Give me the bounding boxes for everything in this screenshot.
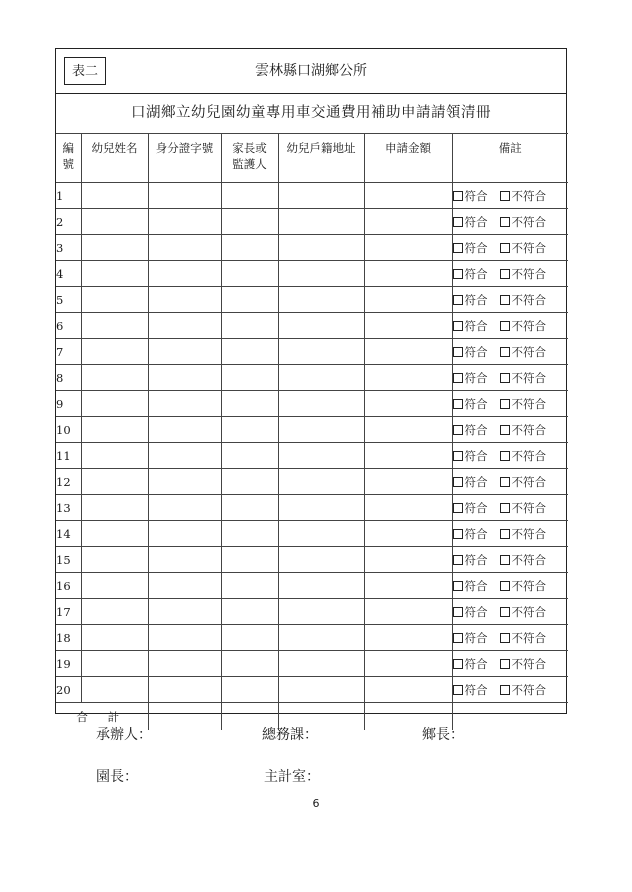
col-address-cell[interactable] [278,469,364,495]
remarks-cell [452,209,568,235]
ineligible-checkbox[interactable] [500,451,510,461]
total-col-remarks-cell [452,703,568,731]
ineligible-checkbox[interactable] [500,295,510,305]
ineligible-label: 不符合 [511,318,546,333]
ineligible-label: 不符合 [511,630,546,645]
row-number: 17 [56,599,81,625]
total-label: 合 計 [56,703,148,731]
ineligible-checkbox[interactable] [500,581,510,591]
header-row [56,49,566,94]
col-address-cell[interactable] [278,313,364,339]
kindergarten-head-label: 園長： [96,769,138,785]
row-number: 9 [56,391,81,417]
col-id-number-cell[interactable] [148,365,221,391]
office-name: 雲林縣口湖鄉公所 [255,63,367,79]
eligible-checkbox[interactable] [453,581,463,591]
col-amount-header: 申請金額 [364,134,452,183]
row-number: 4 [56,261,81,287]
accounting-label: 主計室： [264,769,320,785]
table-row [56,313,568,339]
col-id-number-cell[interactable] [148,573,221,599]
row-number: 10 [56,417,81,443]
col-address-cell[interactable] [278,235,364,261]
eligible-label: 符合 [464,422,488,437]
eligible-label: 符合 [464,370,488,385]
col-guardian-cell[interactable] [221,313,278,339]
col-id-number-cell[interactable] [148,261,221,287]
col-amount-cell[interactable] [364,235,452,261]
table-row [56,287,568,313]
eligible-label: 符合 [464,656,488,671]
row-number: 7 [56,339,81,365]
col-id-number-cell[interactable] [148,599,221,625]
eligible-checkbox[interactable] [453,295,463,305]
table-row [56,183,568,209]
eligible-label: 符合 [464,344,488,359]
table-row [56,235,568,261]
form-tag: 表二 [64,57,106,85]
col-guardian-cell[interactable] [221,625,278,651]
table-row [56,469,568,495]
table-row [56,599,568,625]
row-number: 12 [56,469,81,495]
col-child-name-cell[interactable] [81,209,148,235]
col-address-cell[interactable] [278,391,364,417]
col-amount-cell[interactable] [364,573,452,599]
ineligible-label: 不符合 [511,396,546,411]
col-address-cell[interactable] [278,209,364,235]
eligible-label: 符合 [464,552,488,567]
col-child-name-cell[interactable] [81,287,148,313]
eligible-checkbox[interactable] [453,425,463,435]
row-number: 20 [56,677,81,703]
ineligible-label: 不符合 [511,552,546,567]
col-amount-cell[interactable] [364,677,452,703]
col-address-cell[interactable] [278,365,364,391]
remarks-cell [452,339,568,365]
col-child-name-cell[interactable] [81,443,148,469]
col-child-name-cell[interactable] [81,625,148,651]
col-guardian-cell[interactable] [221,495,278,521]
col-guardian-cell[interactable] [221,547,278,573]
col-child-name-cell[interactable] [81,677,148,703]
row-number: 3 [56,235,81,261]
eligible-label: 符合 [464,500,488,515]
col-amount-cell[interactable] [364,391,452,417]
remarks-cell [452,651,568,677]
table-row [56,339,568,365]
remarks-cell [452,287,568,313]
col-id-number-cell[interactable] [148,209,221,235]
eligible-label: 符合 [464,682,488,697]
eligible-checkbox[interactable] [453,477,463,487]
ineligible-label: 不符合 [511,474,546,489]
eligible-checkbox[interactable] [453,399,463,409]
col-amount-cell[interactable] [364,443,452,469]
table-row [56,209,568,235]
row-number: 5 [56,287,81,313]
ineligible-checkbox[interactable] [500,243,510,253]
col-amount-cell[interactable] [364,547,452,573]
col-amount-cell[interactable] [364,521,452,547]
col-guardian-cell[interactable] [221,573,278,599]
col-amount-cell[interactable] [364,287,452,313]
col-id-number-cell[interactable] [148,183,221,209]
ineligible-label: 不符合 [511,214,546,229]
row-number: 11 [56,443,81,469]
col-guardian-header: 家長或 監護人 [221,134,278,183]
eligible-checkbox[interactable] [453,269,463,279]
eligible-checkbox[interactable] [453,529,463,539]
table-row [56,573,568,599]
row-number: 13 [56,495,81,521]
total-col-id-number-cell [148,703,221,731]
ineligible-checkbox[interactable] [500,607,510,617]
col-child-name-cell[interactable] [81,599,148,625]
table-row [56,677,568,703]
ineligible-checkbox[interactable] [500,425,510,435]
remarks-cell [452,547,568,573]
row-number: 15 [56,547,81,573]
col-address-cell[interactable] [278,521,364,547]
col-child-name-cell[interactable] [81,235,148,261]
col-child-name-cell[interactable] [81,417,148,443]
col-guardian-cell[interactable] [221,287,278,313]
handler-label: 承辦人： [96,727,152,743]
col-child-name-cell[interactable] [81,547,148,573]
remarks-cell [452,183,568,209]
row-number: 19 [56,651,81,677]
col-id-number-cell[interactable] [148,391,221,417]
col-address-cell[interactable] [278,677,364,703]
col-child-name-cell[interactable] [81,261,148,287]
remarks-cell [452,235,568,261]
remarks-cell [452,599,568,625]
eligible-checkbox[interactable] [453,191,463,201]
row-number: 14 [56,521,81,547]
ineligible-label: 不符合 [511,344,546,359]
col-amount-cell[interactable] [364,469,452,495]
col-guardian-cell[interactable] [221,183,278,209]
col-address-cell[interactable] [278,287,364,313]
ineligible-checkbox[interactable] [500,347,510,357]
col-amount-cell[interactable] [364,599,452,625]
ineligible-label: 不符合 [511,292,546,307]
eligible-label: 符合 [464,396,488,411]
col-guardian-cell[interactable] [221,417,278,443]
col-guardian-cell[interactable] [221,677,278,703]
row-number: 18 [56,625,81,651]
eligible-label: 符合 [464,604,488,619]
general-affairs-label: 總務課： [262,727,318,743]
remarks-cell [452,365,568,391]
table-row [56,365,568,391]
ineligible-checkbox[interactable] [500,503,510,513]
col-address-cell[interactable] [278,573,364,599]
col-number-header: 編 號 [56,134,81,183]
table-row [56,261,568,287]
col-address-cell[interactable] [278,261,364,287]
col-amount-cell[interactable] [364,261,452,287]
eligible-label: 符合 [464,578,488,593]
remarks-cell [452,677,568,703]
application-table [56,133,568,730]
row-number: 8 [56,365,81,391]
col-address-cell[interactable] [278,417,364,443]
col-guardian-cell[interactable] [221,651,278,677]
col-child-name-cell[interactable] [81,391,148,417]
col-id-number-cell[interactable] [148,677,221,703]
col-amount-cell[interactable] [364,495,452,521]
col-amount-cell[interactable] [364,183,452,209]
row-number: 2 [56,209,81,235]
form-title: 口湖鄉立幼兒園幼童專用車交通費用補助申請請領清冊 [56,93,566,134]
table-row [56,651,568,677]
col-address-cell[interactable] [278,183,364,209]
table-row [56,417,568,443]
table-row [56,625,568,651]
table-row [56,495,568,521]
remarks-cell [452,625,568,651]
eligible-label: 符合 [464,240,488,255]
col-address-cell[interactable] [278,651,364,677]
ineligible-label: 不符合 [511,422,546,437]
col-guardian-cell[interactable] [221,365,278,391]
col-amount-cell[interactable] [364,417,452,443]
col-address-header: 幼兒戶籍地址 [278,134,364,183]
col-id-number-cell[interactable] [148,651,221,677]
col-child-name-cell[interactable] [81,495,148,521]
ineligible-label: 不符合 [511,266,546,281]
ineligible-label: 不符合 [511,448,546,463]
col-amount-cell[interactable] [364,339,452,365]
col-child-name-cell[interactable] [81,469,148,495]
col-child-name-cell[interactable] [81,313,148,339]
col-guardian-cell[interactable] [221,209,278,235]
table-row [56,443,568,469]
ineligible-checkbox[interactable] [500,685,510,695]
col-address-cell[interactable] [278,547,364,573]
table-row [56,547,568,573]
ineligible-checkbox[interactable] [500,555,510,565]
row-number: 6 [56,313,81,339]
remarks-cell [452,261,568,287]
col-child-name-header: 幼兒姓名 [81,134,148,183]
col-id-number-header: 身分證字號 [148,134,221,183]
ineligible-checkbox[interactable] [500,321,510,331]
col-id-number-cell[interactable] [148,625,221,651]
ineligible-checkbox[interactable] [500,191,510,201]
eligible-label: 符合 [464,188,488,203]
col-amount-cell[interactable] [364,313,452,339]
col-child-name-cell[interactable] [81,651,148,677]
ineligible-label: 不符合 [511,240,546,255]
eligible-checkbox[interactable] [453,555,463,565]
ineligible-checkbox[interactable] [500,217,510,227]
ineligible-label: 不符合 [511,682,546,697]
col-id-number-cell[interactable] [148,287,221,313]
eligible-checkbox[interactable] [453,217,463,227]
remarks-cell [452,391,568,417]
col-child-name-cell[interactable] [81,365,148,391]
eligible-checkbox[interactable] [453,321,463,331]
eligible-label: 符合 [464,214,488,229]
ineligible-checkbox[interactable] [500,633,510,643]
col-id-number-cell[interactable] [148,469,221,495]
eligible-label: 符合 [464,318,488,333]
row-number: 1 [56,183,81,209]
ineligible-checkbox[interactable] [500,659,510,669]
col-remarks-header: 備註 [452,134,568,183]
col-address-cell[interactable] [278,599,364,625]
ineligible-label: 不符合 [511,500,546,515]
col-id-number-cell[interactable] [148,235,221,261]
eligible-checkbox[interactable] [453,243,463,253]
remarks-cell [452,495,568,521]
form-frame [55,48,567,724]
col-guardian-cell[interactable] [221,469,278,495]
remarks-cell [452,313,568,339]
ineligible-checkbox[interactable] [500,477,510,487]
col-guardian-cell[interactable] [221,521,278,547]
col-id-number-cell[interactable] [148,313,221,339]
col-address-cell[interactable] [278,443,364,469]
col-amount-cell[interactable] [364,625,452,651]
eligible-checkbox[interactable] [453,503,463,513]
ineligible-label: 不符合 [511,526,546,541]
eligible-checkbox[interactable] [453,347,463,357]
eligible-label: 符合 [464,474,488,489]
remarks-cell [452,417,568,443]
col-address-cell[interactable] [278,625,364,651]
col-guardian-cell[interactable] [221,391,278,417]
col-id-number-cell[interactable] [148,547,221,573]
col-id-number-cell[interactable] [148,417,221,443]
remarks-cell [452,443,568,469]
ineligible-checkbox[interactable] [500,529,510,539]
ineligible-label: 不符合 [511,656,546,671]
col-guardian-cell[interactable] [221,261,278,287]
col-amount-cell[interactable] [364,651,452,677]
col-child-name-cell[interactable] [81,183,148,209]
table-header-row [56,134,568,183]
ineligible-checkbox[interactable] [500,373,510,383]
col-id-number-cell[interactable] [148,495,221,521]
col-child-name-cell[interactable] [81,521,148,547]
col-child-name-cell[interactable] [81,339,148,365]
row-number: 16 [56,573,81,599]
col-amount-cell[interactable] [364,365,452,391]
col-guardian-cell[interactable] [221,443,278,469]
eligible-label: 符合 [464,526,488,541]
col-child-name-cell[interactable] [81,573,148,599]
remarks-cell [452,521,568,547]
col-guardian-cell[interactable] [221,599,278,625]
eligible-label: 符合 [464,448,488,463]
ineligible-label: 不符合 [511,604,546,619]
col-id-number-cell[interactable] [148,443,221,469]
eligible-label: 符合 [464,266,488,281]
table-row [56,521,568,547]
ineligible-checkbox[interactable] [500,399,510,409]
col-id-number-cell[interactable] [148,339,221,365]
col-guardian-cell[interactable] [221,339,278,365]
eligible-checkbox[interactable] [453,685,463,695]
eligible-label: 符合 [464,630,488,645]
col-guardian-cell[interactable] [221,235,278,261]
eligible-checkbox[interactable] [453,607,463,617]
eligible-checkbox[interactable] [453,659,463,669]
eligible-checkbox[interactable] [453,633,463,643]
eligible-checkbox[interactable] [453,451,463,461]
col-address-cell[interactable] [278,339,364,365]
table-row [56,391,568,417]
col-amount-cell[interactable] [364,209,452,235]
eligible-checkbox[interactable] [453,373,463,383]
ineligible-label: 不符合 [511,188,546,203]
township-chief-label: 鄉長： [422,727,464,743]
col-address-cell[interactable] [278,495,364,521]
remarks-cell [452,469,568,495]
eligible-label: 符合 [464,292,488,307]
ineligible-label: 不符合 [511,578,546,593]
page-number: 6 [312,797,320,810]
ineligible-label: 不符合 [511,370,546,385]
remarks-cell [452,573,568,599]
ineligible-checkbox[interactable] [500,269,510,279]
col-id-number-cell[interactable] [148,521,221,547]
